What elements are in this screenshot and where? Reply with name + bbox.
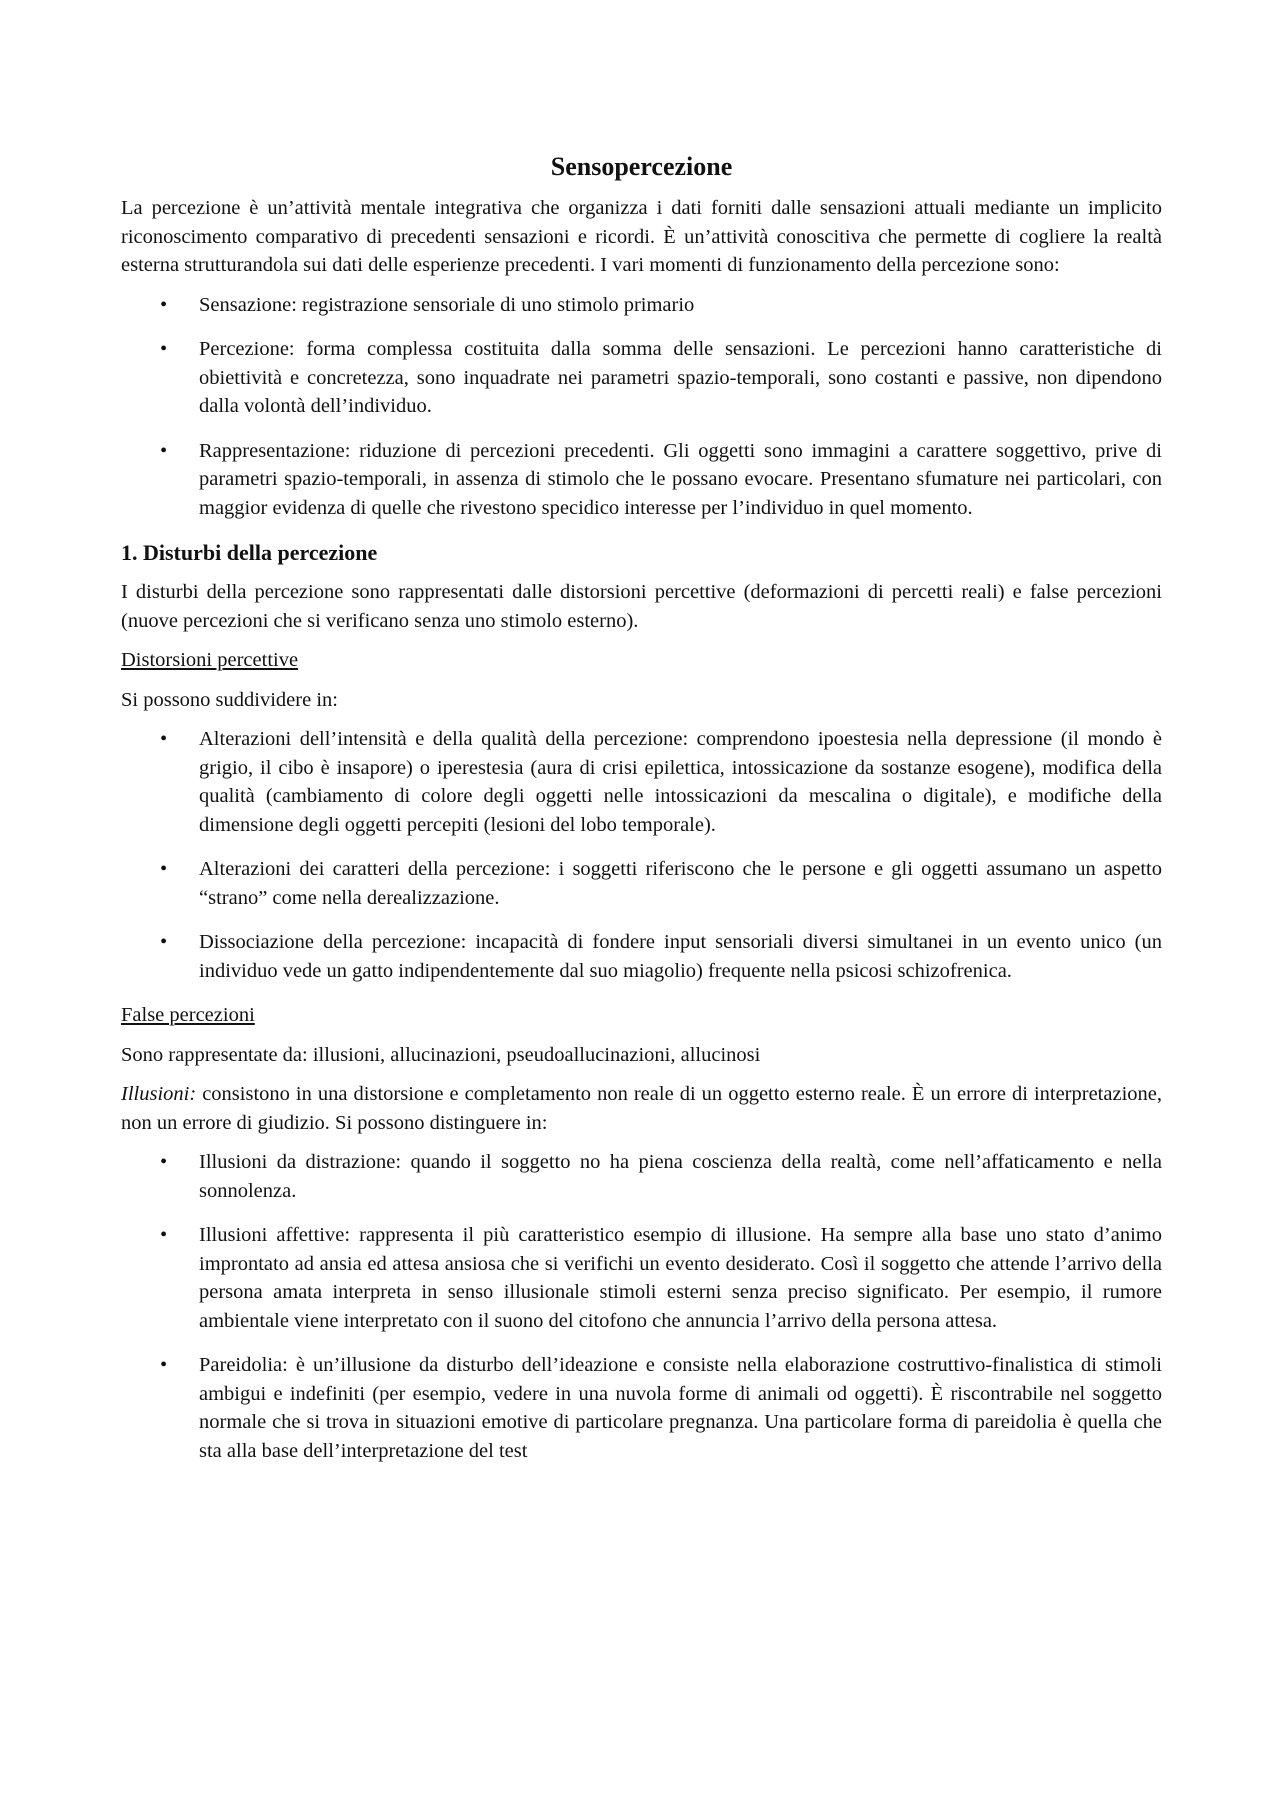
list-item-text: Percezione: forma complessa costituita dalla somma delle sensazioni. Le percezioni hanno caratteristiche di obiettività e concretezza, sono inquadrate nei parametri spazio-temporali, sono costanti e passive, non dipendono dalla volontà dell’individuo. (199, 338, 1162, 417)
document-page (121, 150, 1162, 1481)
bullet-icon: • (160, 293, 168, 316)
distortions-list (121, 725, 1162, 985)
list-item (121, 1148, 1162, 1205)
section-paragraph: I disturbi della percezione sono rappresentati dalle distorsioni percettive (deformazioni di percetti reali) e false percezioni (nuove percezioni che si verificano senza uno stimolo esterno). (121, 581, 1162, 632)
bullet-icon: • (160, 1151, 168, 1173)
bullet-icon: • (160, 439, 168, 462)
perception-moments-list (121, 291, 1162, 523)
list-item (121, 855, 1162, 912)
illusions-label: Illusioni: (121, 1083, 197, 1105)
list-item (121, 1221, 1162, 1335)
page-title: Sensopercezione (550, 152, 733, 181)
list-item-text: Sensazione: registrazione sensoriale di uno stimolo primario (199, 293, 695, 316)
illusions-list (121, 1148, 1162, 1465)
list-item-text: Illusioni da distrazione: quando il soggetto no ha piena coscienza della realtà, come nell’affaticamento e nella sonnolenza. (199, 1151, 1162, 1202)
list-item (121, 1351, 1162, 1465)
bullet-icon: • (160, 931, 168, 953)
bullet-icon: • (160, 1354, 168, 1376)
distortions-intro: Si possono suddividere in: (121, 688, 338, 711)
list-item-text: Alterazioni dei caratteri della percezione: i soggetti riferiscono che le persone e gli oggetti assumano un aspetto “strano” come nella derealizzazione. (199, 858, 1162, 909)
bullet-icon: • (160, 858, 168, 880)
list-item-text: Alterazioni dell’intensità e della qualità della percezione: comprendono ipoestesia nella depressione (il mondo è grigio, il cibo è insapore) o iperestesia (aura di crisi epilettica, intossicazione da sostanze esogene), modifica della qualità (cambiamento di colore degli oggetti nelle intossicazioni da mescalina o digitale), e modifiche della dimensione degli oggetti percepiti (lesioni del lobo temporale). (199, 728, 1162, 836)
bullet-icon: • (160, 728, 168, 750)
list-item (121, 291, 1162, 320)
list-item-text: Dissociazione della percezione: incapacità di fondere input sensoriali diversi simultanei in un evento unico (un individuo vede un gatto indipendentemente dal suo miagolio) frequente nella psicosi schizofrenica. (199, 931, 1162, 982)
illusions-text: consistono in una distorsione e completamento non reale di un oggetto esterno reale. È un errore di interpretazione, non un errore di giudizio. Si possono distinguere in: (121, 1083, 1162, 1134)
bullet-icon: • (160, 338, 168, 360)
list-item (121, 928, 1162, 985)
list-item-text: Illusioni affettive: rappresenta il più caratteristico esempio di illusione. Ha sempre alla base uno stato d’animo improntato ad ansia ed attesa ansiosa che si verifichi un evento desiderato. Così il soggetto che attende l’arrivo della persona amata interpreta in senso illusionale stimoli esterni senza preciso significato. Per esempio, il rumore ambientale viene interpretato con il suono del citofono che annuncia l’arrivo della persona attesa. (199, 1224, 1162, 1332)
illusions-paragraph (121, 1080, 1162, 1137)
intro-paragraph: La percezione è un’attività mentale integrativa che organizza i dati forniti dalle sensazioni attuali mediante un implicito riconoscimento comparativo di precedenti sensazioni e ricordi. È un’attività conoscitiva che permette di cogliere la realtà esterna strutturandola sui dati delle esperienze precedenti. I vari momenti di funzionamento della percezione sono: (121, 197, 1162, 276)
subsection-heading-distortions: Distorsioni percettive (121, 649, 299, 671)
false-perceptions-intro: Sono rappresentate da: illusioni, allucinazioni, pseudoallucinazioni, allucinosi (121, 1043, 761, 1066)
bullet-icon: • (160, 1224, 168, 1246)
section-heading: 1. Disturbi della percezione (121, 540, 378, 565)
list-item (121, 725, 1162, 839)
list-item (121, 335, 1162, 421)
list-item-text: Pareidolia: è un’illusione da disturbo dell’ideazione e consiste nella elaborazione costruttivo-finalistica di stimoli ambigui e indefiniti (per esempio, vedere in una nuvola forme di animali od oggetti). È riscontrabile nel soggetto normale che si trova in situazioni emotive di particolare pregnanza. Una particolare forma di pareidolia è quella che sta alla base dell’interpretazione del test (199, 1354, 1162, 1462)
subsection-heading-false-perceptions: False percezioni (121, 1004, 255, 1026)
list-item-text: Rappresentazione: riduzione di percezioni precedenti. Gli oggetti sono immagini a carattere soggettivo, prive di parametri spazio-temporali, in assenza di stimolo che le possano evocare. Presentano sfumature nei particolari, con maggior evidenza di quelle che rivestono specidico interesse per l’individuo in quel momento. (199, 439, 1162, 519)
list-item (121, 437, 1162, 523)
